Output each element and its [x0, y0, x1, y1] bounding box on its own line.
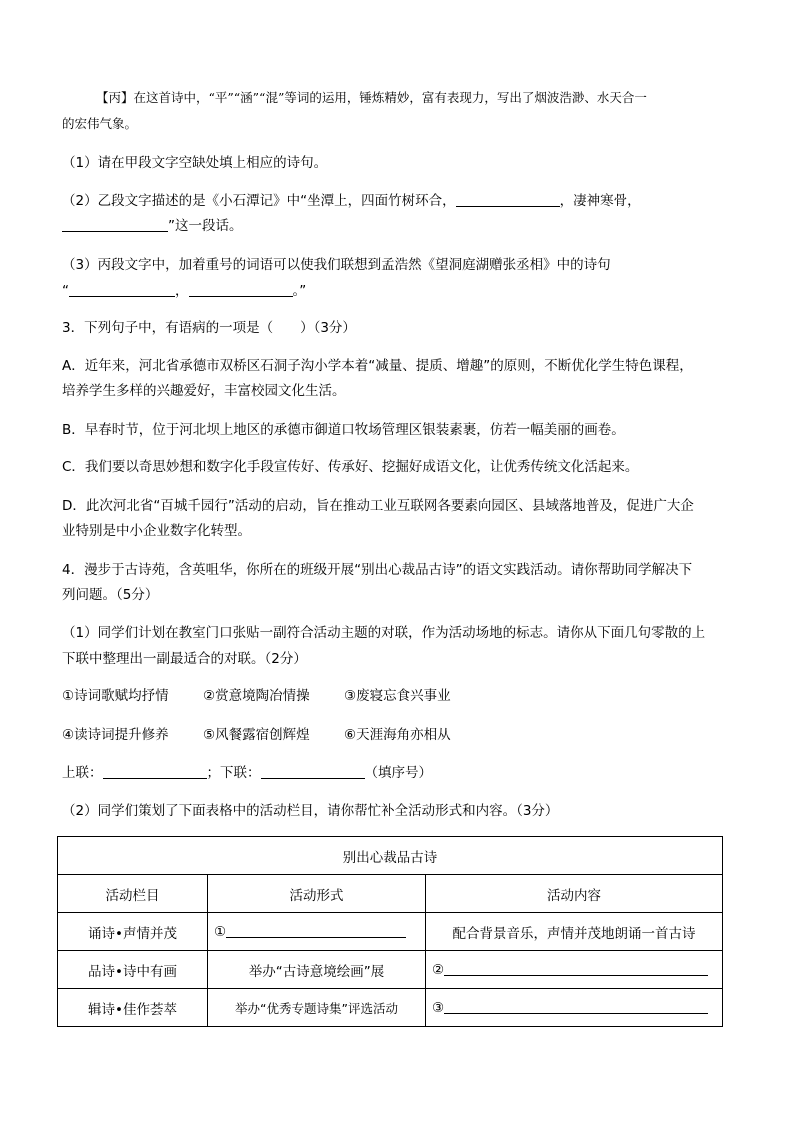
- table-cell-content: [426, 989, 723, 1027]
- content-marker-2: ②: [432, 962, 445, 978]
- form-marker-1: ①: [214, 924, 227, 940]
- upper-couplet-label: 上联：: [62, 765, 103, 781]
- table-header-row: [58, 875, 723, 913]
- q3-option-b: B．早春时节，位于河北坝上地区的承德市御道口牧场管理区银装素裹，仿若一幅美丽的画卷。: [62, 422, 625, 438]
- q2-sub3-line1: （3）丙段文字中，加着重号的词语可以使我们联想到孟浩然《望洞庭湖赠张丞相》中的诗句: [62, 257, 611, 273]
- q2-sub3-close: 。”: [292, 283, 307, 299]
- q3-stem: 3．下列句子中，有语病的一项是（ ）（3分）: [62, 320, 356, 336]
- table-title: 别出心裁品古诗: [58, 837, 723, 875]
- answer-blank-3[interactable]: [69, 282, 175, 297]
- content-marker-3: ③: [432, 1000, 445, 1016]
- q2-sub2-line1: [62, 191, 754, 211]
- table-cell-form: 举办“古诗意境绘画”展: [208, 951, 426, 989]
- couplet-answer-line: [62, 763, 754, 783]
- table-cell-column: 品诗•诗中有画: [58, 951, 208, 989]
- paragraph-bing-line1: 【丙】在这首诗中，“平”“涵”“混”等词的运用，锤炼精妙，富有表现力，写出了烟波浩渺、水天合一: [96, 90, 647, 105]
- q3-option-d-line2: 业特别是中小企业数字化转型。: [62, 523, 251, 539]
- content-answer-blank-3[interactable]: [444, 999, 708, 1014]
- q2-sub3-line2: [62, 281, 754, 301]
- q2-sub2-text-b: ，凄神寒骨，: [559, 193, 641, 209]
- form-answer-blank-1[interactable]: [226, 923, 406, 938]
- table-cell-column: 诵诗•声情并茂: [58, 913, 208, 951]
- q4-sub1-line1: （1）同学们计划在教室门口张贴一副符合活动主题的对联，作为活动场地的标志。请你从下面几句零散的上: [62, 625, 706, 641]
- table-header-form: 活动形式: [208, 875, 426, 913]
- table-row: [58, 913, 723, 951]
- table-cell-form: [208, 913, 426, 951]
- q3-option-a-line2: 培养学生多样的兴趣爱好，丰富校园文化生活。: [62, 383, 346, 399]
- activity-table: [57, 836, 723, 1027]
- paragraph-bing-line2: 的宏伟气象。: [62, 116, 138, 131]
- q3-option-a-line1: A．近年来，河北省承德市双桥区石洞子沟小学本着“减量、提质、增趣”的原则，不断优化学生特色课程，: [62, 358, 693, 374]
- table-title-row: [58, 837, 723, 875]
- q4-stem-line1: 4．漫步于古诗苑，含英咀华，你所在的班级开展“别出心裁品古诗”的语文实践活动。请你帮助同学解决下: [62, 562, 693, 578]
- q2-sub3-open-quote: “: [62, 283, 69, 299]
- q4-sub1-line2: 下联中整理出一副最适合的对联。（2分）: [62, 651, 307, 667]
- q3-option-c: C．我们要以奇思妙想和数字化手段宣传好、传承好、挖掘好成语文化，让优秀传统文化活起来。: [62, 459, 639, 475]
- q3-option-d-line1: D．此次河北省“百城千园行”活动的启动，旨在推动工业互联网各要素向园区、县域落地普及，促进广大企: [62, 498, 694, 514]
- table-row: [58, 989, 723, 1027]
- couplet-option-3: ③废寝忘食兴事业: [344, 688, 451, 704]
- content-answer-blank-2[interactable]: [444, 961, 708, 976]
- q2-sub2-text-a: （2）乙段文字描述的是《小石潭记》中“坐潭上，四面竹树环合，: [62, 193, 456, 209]
- q2-sub2-line2: [62, 216, 754, 236]
- fill-note: （填序号）: [364, 765, 432, 781]
- lower-couplet-blank[interactable]: [261, 764, 365, 779]
- q4-stem-line2: 列问题。（5分）: [62, 587, 159, 603]
- answer-blank-4[interactable]: [189, 282, 293, 297]
- table-cell-form: 举办“优秀专题诗集”评选活动: [208, 989, 426, 1027]
- couplet-option-5: ⑤风餐露宿创辉煌: [203, 727, 310, 743]
- table-header-content: 活动内容: [426, 875, 723, 913]
- q2-sub1: （1）请在甲段文字空缺处填上相应的诗句。: [62, 155, 328, 171]
- couplet-option-4: ④读诗词提升修养: [62, 727, 169, 743]
- q4-sub2: （2）同学们策划了下面表格中的活动栏目，请你帮忙补全活动形式和内容。（3分）: [62, 803, 559, 819]
- table-cell-content: 配合背景音乐，声情并茂地朗诵一首古诗: [426, 913, 723, 951]
- couplet-option-1: ①诗词歌赋均抒情: [62, 688, 169, 704]
- q2-sub3-comma: ，: [175, 283, 189, 299]
- upper-couplet-blank[interactable]: [103, 764, 207, 779]
- answer-blank-2[interactable]: [62, 217, 168, 232]
- q2-sub2-text-c: ”这一段话。: [168, 218, 243, 234]
- couplet-option-6: ⑥天涯海角亦相从: [344, 727, 451, 743]
- couplet-option-2: ②赏意境陶冶情操: [203, 688, 310, 704]
- table-row: [58, 951, 723, 989]
- lower-couplet-label: ；下联：: [206, 765, 261, 781]
- answer-blank-1[interactable]: [456, 192, 560, 207]
- table-cell-content: [426, 951, 723, 989]
- table-cell-column: 辑诗•佳作荟萃: [58, 989, 208, 1027]
- table-header-column: 活动栏目: [58, 875, 208, 913]
